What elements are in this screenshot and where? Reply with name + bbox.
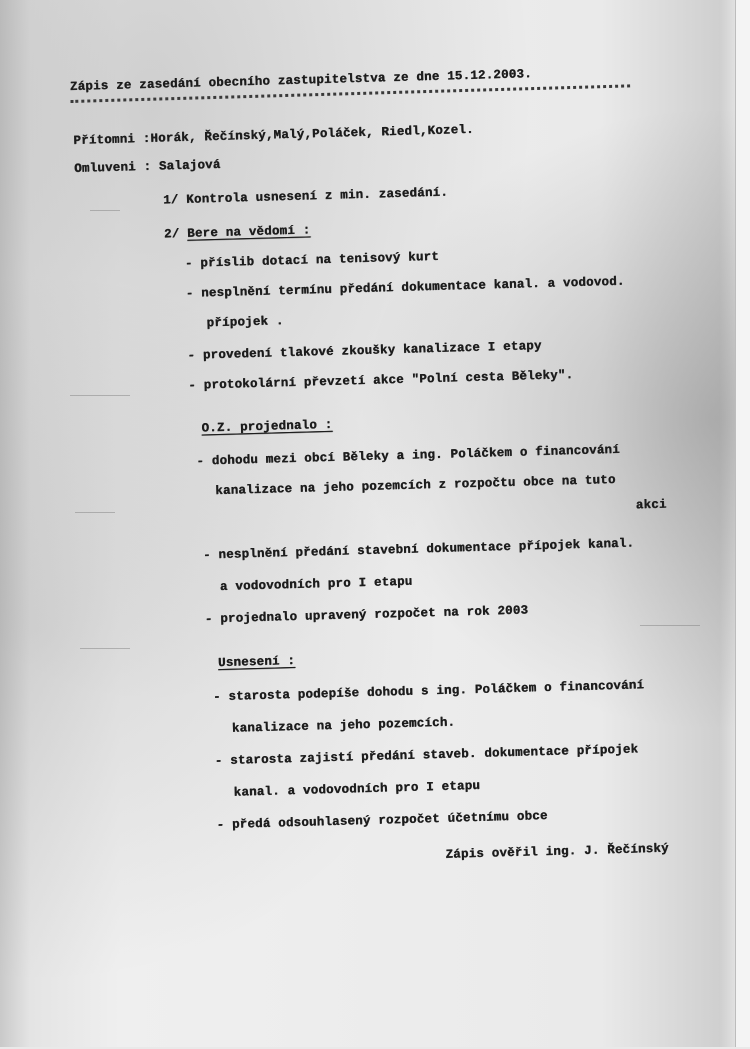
note-line: - provedení tlakové zkoušky kanalizace I etapy xyxy=(187,338,542,363)
resolution-line: kanalizace na jeho pozemcích. xyxy=(231,715,456,736)
note-line: - příslib dotací na tenisový kurt xyxy=(184,249,440,271)
discussed-line: - projednalo upravený rozpočet na rok 2003 xyxy=(204,603,529,627)
discussed-line: - dohodu mezi obcí Běleky a ing. Poláčkem o financování xyxy=(196,442,621,469)
note-line: - protokolární převzetí akce "Polní cesta Běleky". xyxy=(188,368,574,393)
resolution-line: - starosta podepíše dohodu s ing. Poláčkem o financování xyxy=(212,678,645,705)
attendees-present: Přítomni :Horák, Řečínský,Malý,Poláček, Riedl,Kozel. xyxy=(73,122,474,148)
agenda-item-2-heading: Bere na vědomí : xyxy=(186,223,311,241)
discussed-line: kanalizace na jeho pozemcích z rozpočtu obce na tuto xyxy=(215,472,616,499)
resolution-line: kanal. a vodovodních pro I etapu xyxy=(233,778,481,800)
attendees-excused: Omluveni : Salajová xyxy=(74,157,221,176)
agenda-item-2 xyxy=(164,223,311,241)
note-line: - nesplnění termínu předání dokumentace kanal. a vodovod. xyxy=(185,274,625,301)
agenda-item-1: 1/ Kontrola usnesení z min. zasedání. xyxy=(162,185,449,208)
note-line: přípojek . xyxy=(206,314,284,331)
resolution-line: - předá odsouhlasený rozpočet účetnímu obce xyxy=(216,808,548,833)
resolution-heading: Usnesení : xyxy=(217,653,296,671)
discussed-line: - nesplnění předání stavební dokumentace přípojek kanal. xyxy=(202,536,635,563)
resolution-line: - starosta zajistí předání staveb. dokumentace přípojek xyxy=(214,742,639,769)
document-title: Zápis ze zasedání obecního zastupitelstva ze dne 15.12.2003. xyxy=(69,67,533,94)
verification-signature: Zápis ověřil ing. J. Řečínský xyxy=(445,841,669,862)
discussed-line: a vodovodních pro I etapu xyxy=(219,574,413,595)
agenda-item-2-number: 2/ xyxy=(163,226,188,242)
discussed-line: akci xyxy=(635,497,667,513)
discussed-heading: O.Z. projednalo : xyxy=(201,417,333,436)
